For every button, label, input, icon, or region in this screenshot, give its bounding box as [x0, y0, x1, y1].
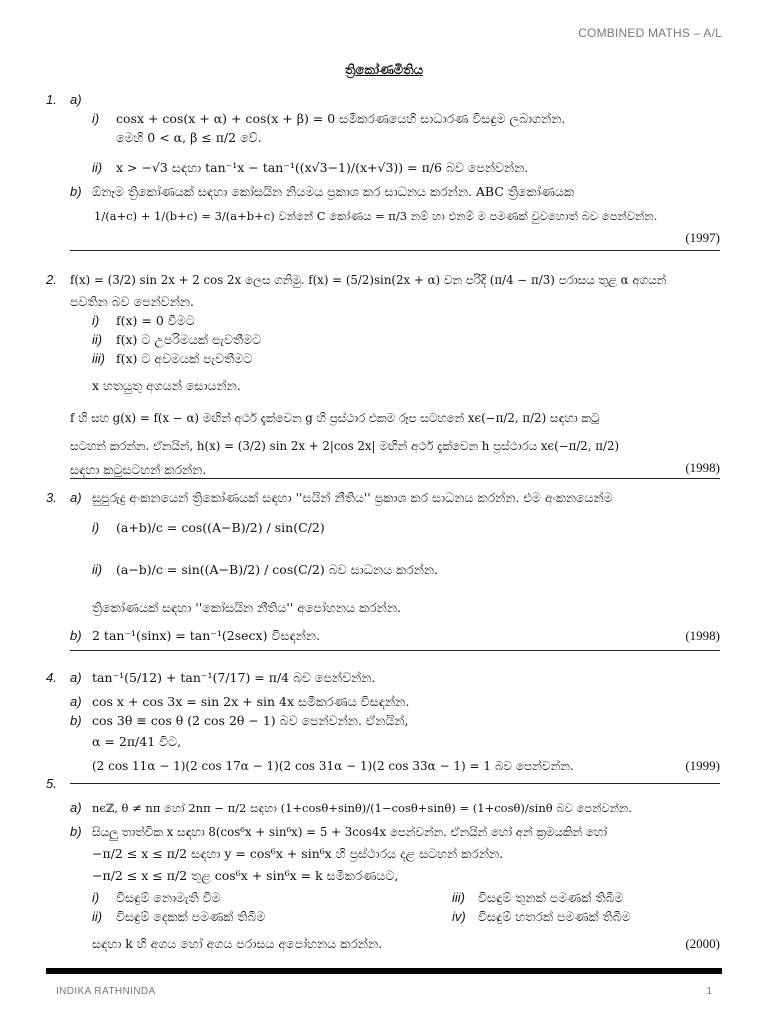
q5-part-b-text: සියලු තාත්වික x සඳහා 8(cos⁶x + sin⁶x) = 5 + 3cos4x පෙන්වන්න. ඒනයින් හෝ අන් ක්‍රමයකින් හෝ [92, 825, 608, 839]
q1-part-i-text: cosx + cos(x + α) + cos(x + β) = 0 සමීකරණයෙහි සාධාරණ විසඳුම ලබාගන්න. [116, 111, 566, 126]
q3-part-i-label: i) [92, 520, 100, 535]
q5-equation-text: −π/2 ≤ x ≤ π/2 තුළ cos⁶x + sin⁶x = k සමීකරණයට, [92, 868, 399, 883]
q2-part-i-label: i) [92, 313, 100, 328]
question-2-number: 2. [46, 272, 57, 287]
q5-part-i-label: i) [92, 890, 100, 905]
q4-year: (1999) [685, 758, 720, 773]
q2-sketch-text-3: සඳහා කටුසටහන් කරන්න. [70, 462, 207, 477]
q4-part-a-label: a) [70, 670, 82, 685]
q4-part-b-text: cos 3θ ≡ cos θ (2 cos 2θ − 1) බව පෙන්වන්න. ඒනයින්, [92, 713, 409, 728]
q1-part-a-label: a) [70, 92, 82, 107]
q2-sketch-text: f හි සහ g(x) = f(x − α) මඟින් අර්ථ දැක්වෙන g හි ප්‍රස්ථාර එකම රූප සටහනේ xϵ(−π/2, π/2) සඳහා කටු [70, 411, 600, 425]
q3-part-a-label: a) [70, 490, 82, 505]
q3-cosine-text: ත්‍රිකෝණයක් සඳහා ''කෝසයින නීතිය'' අපෝහනය කරන්න. [92, 600, 401, 615]
q5-part-iv-label: iv) [452, 909, 466, 924]
q5-part-b-label: b) [70, 824, 82, 839]
q5-graph-text: −π/2 ≤ x ≤ π/2 සඳහා y = cos⁶x + sin⁶x හි ප්‍රස්ථාරය දළ සටහන් කරන්න. [92, 846, 504, 861]
q5-part-ii-label: ii) [92, 909, 103, 924]
q1-part-i-condition: මෙහි 0 < α, β ≤ π/2 වේ. [116, 130, 262, 145]
q3-part-i-text: (a+b)/c = cos((A−B)/2) / sin(C/2) [116, 520, 325, 535]
q2-sketch-text-2: සටහන් කරන්න. ඒනයින්, h(x) = (3/2) sin 2x + 2|cos 2x| මඟින් අර්ථ දැක්වෙන h ප්‍රස්ථාරය xϵ(−π/2, π/2) [70, 439, 620, 453]
q4-alpha-text: α = 2π/41 විට, [92, 734, 182, 749]
q4-part-a2-label: a) [70, 694, 82, 709]
q1-part-ii-text: x > −√3 සඳහා tan⁻¹x − tan⁻¹((x√3−1)/(x+√3)) = π/6 බව පෙන්වන්න. [116, 160, 529, 175]
question-5-number: 5. [46, 776, 57, 791]
q2-year: (1998) [685, 460, 720, 475]
q2-part-iii-label: iii) [92, 351, 105, 366]
q2-intro-text-2: පවතින බව පෙන්වන්න. [70, 294, 195, 309]
question-divider [70, 650, 720, 651]
q5-part-iii-text: විසඳුම් තුනක් පමණක් තිබීම [478, 890, 624, 905]
question-1-number: 1. [46, 92, 57, 107]
q5-part-iii-label: iii) [452, 890, 465, 905]
question-divider [70, 478, 720, 479]
footer-page-number: 1 [706, 986, 712, 997]
q5-part-i-text: විසඳුම් නොමැති වීම [116, 890, 221, 905]
q4-part-b-label: b) [70, 713, 82, 728]
question-3-number: 3. [46, 490, 57, 505]
q3-part-ii-label: ii) [92, 562, 103, 577]
q3-part-b-label: b) [70, 628, 82, 643]
q1-year: (1997) [685, 230, 720, 245]
q1-part-i-label: i) [92, 111, 100, 126]
q3-part-b-text: 2 tan⁻¹(sinx) = tan⁻¹(2secx) විසඳන්න. [92, 628, 321, 643]
q3-year: (1998) [685, 628, 720, 643]
q1-part-ii-label: ii) [92, 160, 103, 175]
q2-part-ii-text: f(x) ට උපරිමයක් පැවතීමට [116, 332, 262, 347]
q5-part-a-text: nϵℤ, θ ≠ nπ හෝ 2nπ − π/2 සඳහා (1+cosθ+sinθ)/(1−cosθ+sinθ) = (1+cosθ)/sinθ බව පෙන්වන්න. [92, 801, 633, 815]
q3-part-a-text: සුපුරුදු අංකනයෙන් ත්‍රිකෝණයක් සඳහා ''සයින් නීතිය'' ප්‍රකාශ කර සාධනය කරන්න. එම අංකනයෙන්ම [92, 490, 613, 505]
q3-part-ii-text: (a−b)/c = sin((A−B)/2) / cos(C/2) බව සාධනය කරන්න. [116, 562, 439, 577]
question-divider [70, 250, 720, 251]
q2-intro-text: f(x) = (3/2) sin 2x + 2 cos 2x ලෙස ගනිමු. f(x) = (5/2)sin(2x + α) වන පරිදි (π/4 − π/3) පරාසය තුළ α අගයන් [70, 273, 667, 287]
question-4-number: 4. [46, 670, 57, 685]
q5-year: (2000) [685, 936, 720, 951]
q4-part-a-text: tan⁻¹(5/12) + tan⁻¹(7/17) = π/4 බව පෙන්වන්න. [92, 670, 376, 685]
header-subject: COMBINED MATHS – A/L [578, 26, 722, 40]
q5-part-iv-text: විසඳුම් හතරක් පමණක් තිබීම [478, 909, 631, 924]
question-divider [70, 783, 720, 784]
q2-find-text: x හතයුතු අගයන් සොයන්න. [92, 378, 241, 393]
q5-part-ii-text: විසඳුම් දෙකක් පමණක් තිබීම [116, 909, 266, 924]
q2-part-i-text: f(x) = 0 වීමට [116, 313, 195, 328]
q5-part-a-label: a) [70, 800, 82, 815]
page-title: ත්‍රිකෝණමිතිය [344, 62, 424, 77]
footer-author: INDIKA RATHNINDA [56, 986, 156, 997]
q5-deduce-text: සඳහා k හි අගය හෝ අගය පරාසය අපෝහනය කරන්න. [92, 936, 383, 951]
q1-part-b-text: ඕනෑම ත්‍රිකෝණයක් සඳහා කෝසයින නියමය ප්‍රකාශ කර සාධනය කරන්න. ABC ත්‍රිකෝණයක [92, 184, 574, 199]
q4-part-a2-text: cos x + cos 3x = sin 2x + sin 4x සමීකරණය විසඳන්න. [92, 694, 410, 709]
footer-rule [46, 968, 722, 974]
q2-part-iii-text: f(x) ට අවමයක් පැවතීමට [116, 351, 253, 366]
q1-part-b-text-2: 1/(a+c) + 1/(b+c) = 3/(a+b+c) වන්නේ C කෝණය = π/3 නම් හා එනම් ම පමණක් වුවහොත් බව පෙන්වන්න. [94, 209, 658, 223]
q2-part-ii-label: ii) [92, 332, 103, 347]
q1-part-b-label: b) [70, 184, 82, 199]
q4-product-text: (2 cos 11α − 1)(2 cos 17α − 1)(2 cos 31α − 1)(2 cos 33α − 1) = 1 බව පෙන්වන්න. [92, 759, 574, 773]
